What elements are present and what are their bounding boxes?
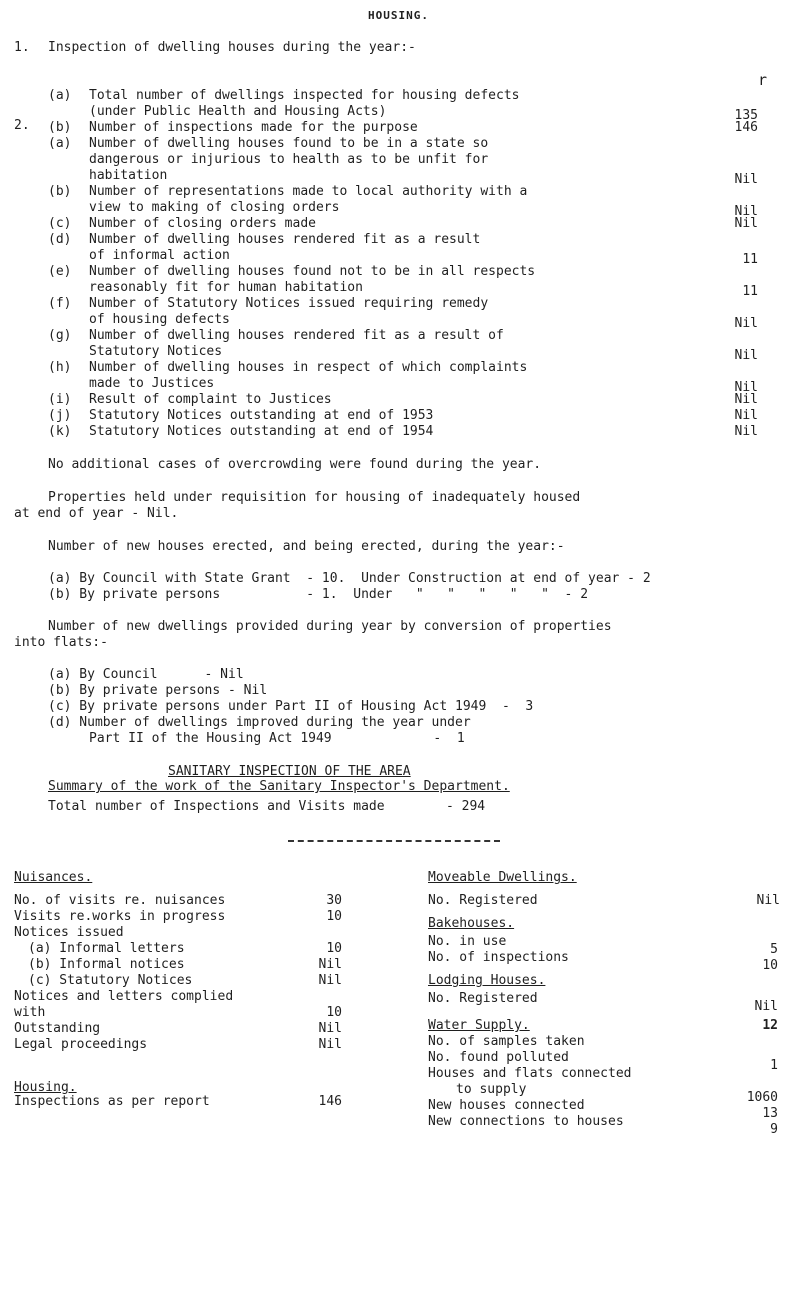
nuisance-row-label: Notices and letters complied (14, 989, 234, 1004)
moveable-heading: Moveable Dwellings. (428, 870, 577, 885)
overcrowding-note: No additional cases of overcrowding were found during the year. (48, 457, 542, 472)
bake-use-value: 5 (770, 942, 778, 957)
inspection-item-text: Statutory Notices outstanding at end of 1954 (89, 424, 434, 439)
new-connections-label: New connections to houses (428, 1114, 624, 1129)
inspection-item-value: 146 (734, 120, 758, 135)
bakehouses-heading: Bakehouses. (428, 916, 515, 931)
nuisance-row-value: Nil (318, 957, 342, 972)
nuisance-row-value: Nil (318, 1021, 342, 1036)
inspection-item-value: 135 (734, 108, 758, 123)
conversion-line-2: into flats:- (14, 635, 108, 650)
inspection-item-text: reasonably fit for human habitation (89, 280, 363, 295)
nuisance-row-value: 10 (326, 1005, 342, 1020)
inspection-item-text: Number of representations made to local authority with a (89, 184, 528, 199)
requisition-line-2: at end of year - Nil. (14, 506, 179, 521)
inspection-item-value: Nil (734, 348, 758, 363)
connected-line-1: Houses and flats connected (428, 1066, 632, 1081)
inspection-item-value: Nil (734, 392, 758, 407)
bake-use-label: No. in use (428, 934, 507, 949)
inspection-item-value: Nil (734, 216, 758, 231)
inspection-item-value: Nil (734, 316, 758, 331)
inspection-item-value: Nil (734, 408, 758, 423)
new-houses-connected-value: 13 (762, 1106, 778, 1121)
inspection-item-text: (under Public Health and Housing Acts) (89, 104, 387, 119)
inspection-item-text: Number of inspections made for the purpose (89, 120, 418, 135)
inspection-item-label: (i) (48, 392, 72, 407)
housing-label: Inspections as per report (14, 1094, 210, 1109)
page-title: HOUSING. (368, 9, 429, 22)
connected-value: 1060 (746, 1090, 778, 1105)
inspection-item-label: (d) (48, 232, 72, 247)
inspection-item-text: of housing defects (89, 312, 230, 327)
inspection-item-value: Nil (734, 424, 758, 439)
new-houses-row-a: (a) By Council with State Grant - 10. Under Construction at end of year - 2 (48, 571, 651, 586)
nuisance-row-value: 10 (326, 941, 342, 956)
bake-insp-label: No. of inspections (428, 950, 569, 965)
inspection-item-text: Statutory Notices outstanding at end of 1953 (89, 408, 434, 423)
new-connections-value: 9 (770, 1122, 778, 1137)
conversion-item-a: (a) By Council - Nil (48, 667, 244, 682)
moveable-label: No. Registered (428, 893, 538, 908)
margin-mark: r (758, 71, 768, 89)
inspection-item-label: (e) (48, 264, 72, 279)
section-number-1: 1. (14, 40, 30, 55)
sanitary-title: SANITARY INSPECTION OF THE AREA (168, 764, 411, 779)
inspection-item-text: Number of dwelling houses rendered fit as a result of (89, 328, 504, 343)
inspection-item-text: made to Justices (89, 376, 215, 391)
divider (288, 840, 500, 842)
inspection-item-text: Number of dwelling houses found to be in a state so (89, 136, 489, 151)
conversion-item-c: (c) By private persons under Part II of Housing Act 1949 - 3 (48, 699, 534, 714)
lodging-heading: Lodging Houses. (428, 973, 546, 988)
inspection-item-text: Number of dwelling houses rendered fit as a result (89, 232, 481, 247)
sanitary-summary (48, 779, 510, 795)
inspection-item-label: (c) (48, 216, 72, 231)
inspection-item-label: (a) (48, 136, 72, 151)
conversion-item-b: (b) By private persons - Nil (48, 683, 268, 698)
nuisance-row-label: (a) Informal letters (28, 941, 185, 956)
new-houses-row-b: (b) By private persons - 1. Under " " " " " - 2 (48, 587, 589, 602)
housing-heading: Housing. (14, 1080, 77, 1095)
inspection-item-value: 11 (742, 252, 758, 267)
nuisance-row-label: Notices issued (14, 925, 124, 940)
sanitary-total-value: - 294 (446, 799, 486, 814)
samples-label: No. of samples taken (428, 1034, 585, 1049)
sanitary-total-label: Total number of Inspections and Visits made (48, 799, 385, 814)
nuisance-row-value: 10 (326, 909, 342, 924)
conversion-item-d-line-2: Part II of the Housing Act 1949 - 1 (89, 731, 465, 746)
inspection-item-text: Number of dwelling houses in respect of which complaints (89, 360, 528, 375)
conversion-item-d-line-1: (d) Number of dwellings improved during the year under (48, 715, 471, 730)
inspection-item-text: habitation (89, 168, 168, 183)
nuisance-row-label: Visits re.works in progress (14, 909, 226, 924)
nuisance-row-label: (c) Statutory Notices (28, 973, 193, 988)
inspection-item-text: Total number of dwellings inspected for housing defects (89, 88, 520, 103)
inspection-item-label: (k) (48, 424, 72, 439)
inspection-item-text: Number of Statutory Notices issued requiring remedy (89, 296, 489, 311)
inspection-heading: Inspection of dwelling houses during the year:- (48, 40, 416, 55)
nuisance-row-value: 30 (326, 893, 342, 908)
inspection-item-text: dangerous or injurious to health as to be unfit for (89, 152, 489, 167)
inspection-item-text: Statutory Notices (89, 344, 223, 359)
inspection-item-label: (g) (48, 328, 72, 343)
nuisance-row-label: No. of visits re. nuisances (14, 893, 226, 908)
inspection-item-label: (j) (48, 408, 72, 423)
conversion-line-1: Number of new dwellings provided during year by conversion of properties (48, 619, 612, 634)
sanitary-summary-text: Summary of the work of the Sanitary Inspector's Department. (48, 779, 510, 794)
new-houses-heading: Number of new houses erected, and being erected, during the year:- (48, 539, 565, 554)
nuisance-row-label: Outstanding (14, 1021, 101, 1036)
inspection-item-text: Number of closing orders made (89, 216, 316, 231)
polluted-value: 1 (770, 1058, 778, 1073)
inspection-item-value: Nil (734, 172, 758, 187)
inspection-item-label: (b) (48, 120, 72, 135)
water-heading: Water Supply. (428, 1018, 530, 1033)
inspection-item-value: Nil (734, 380, 758, 395)
bake-insp-value: 10 (762, 958, 778, 973)
connected-line-2: to supply (456, 1082, 527, 1097)
water-value: 12 (762, 1018, 778, 1033)
moveable-value: Nil (756, 893, 780, 908)
polluted-label: No. found polluted (428, 1050, 569, 1065)
nuisance-row-label: with (14, 1005, 46, 1020)
inspection-item-value: Nil (734, 204, 758, 219)
requisition-line-1: Properties held under requisition for housing of inadequately housed (48, 490, 581, 505)
nuisance-row-value: Nil (318, 973, 342, 988)
inspection-item-label: (h) (48, 360, 72, 375)
inspection-item-text: view to making of closing orders (89, 200, 340, 215)
lodging-value: Nil (754, 999, 778, 1014)
lodging-label: No. Registered (428, 991, 538, 1006)
nuisance-row-value: Nil (318, 1037, 342, 1052)
inspection-item-text: of informal action (89, 248, 230, 263)
nuisances-heading: Nuisances. (14, 870, 93, 885)
inspection-item-label: (a) (48, 88, 72, 103)
section-number-2: 2. (14, 118, 30, 133)
inspection-item-text: Result of complaint to Justices (89, 392, 332, 407)
inspection-item-label: (b) (48, 184, 72, 199)
new-houses-connected-label: New houses connected (428, 1098, 585, 1113)
nuisance-row-label: (b) Informal notices (28, 957, 185, 972)
housing-value: 146 (318, 1094, 342, 1109)
nuisance-row-label: Legal proceedings (14, 1037, 148, 1052)
inspection-item-value: 11 (742, 284, 758, 299)
inspection-item-label: (f) (48, 296, 72, 311)
inspection-item-text: Number of dwelling houses found not to be in all respects (89, 264, 536, 279)
